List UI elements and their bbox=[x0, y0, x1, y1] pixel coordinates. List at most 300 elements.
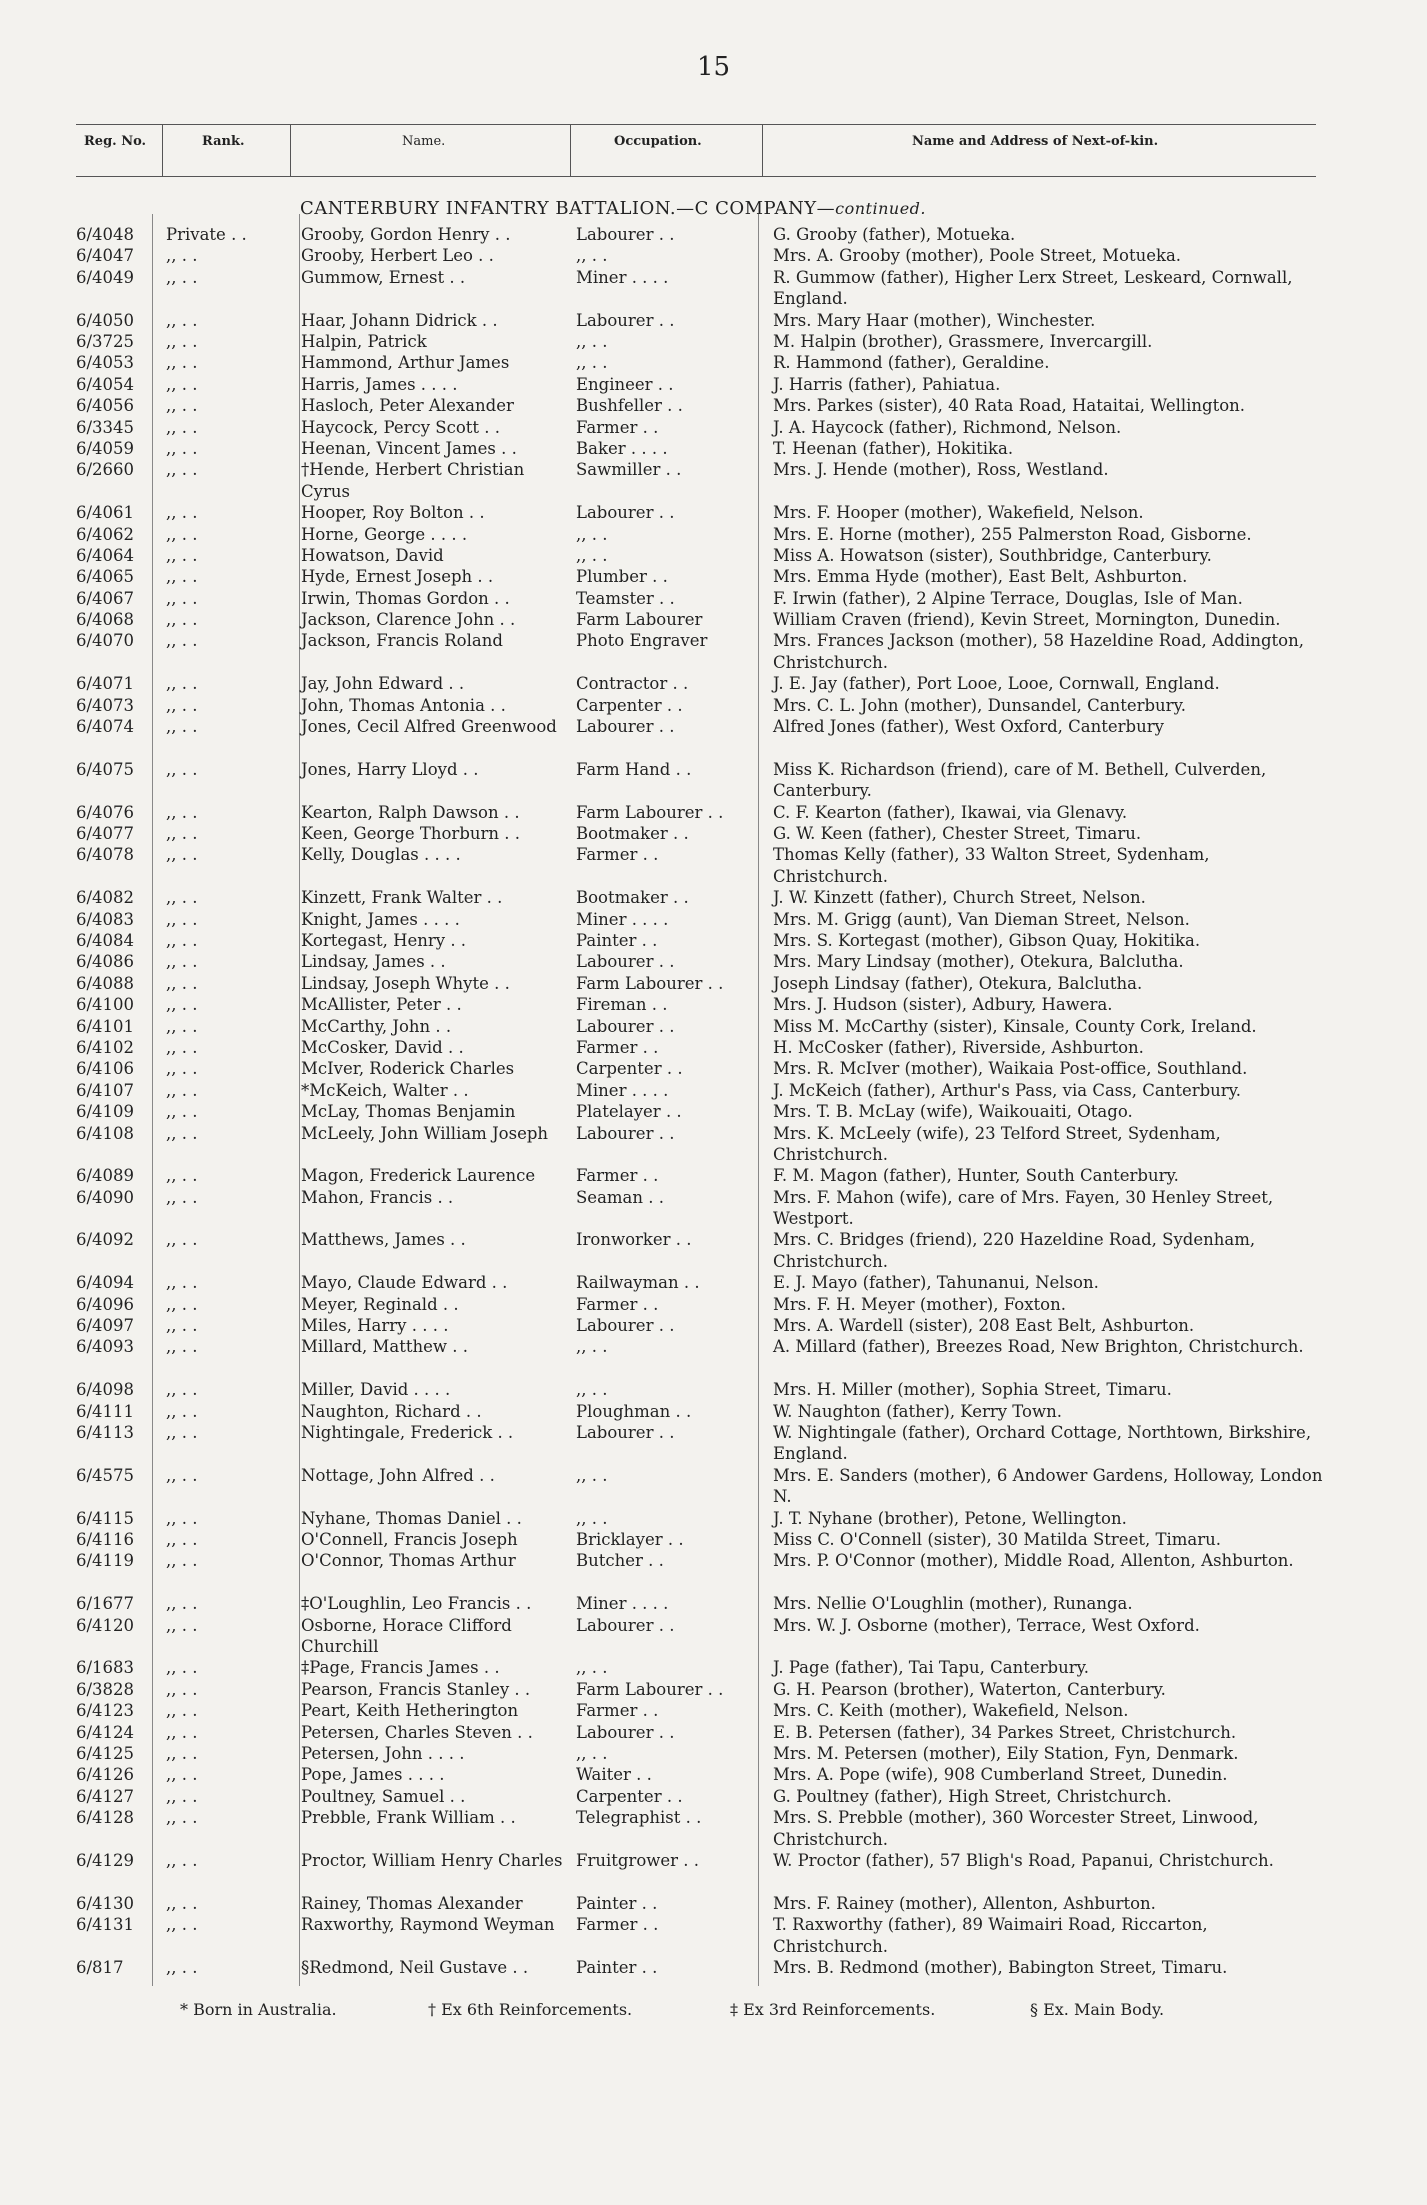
rank-cell: ,, . . bbox=[166, 460, 198, 480]
rank-cell: ,, . . bbox=[166, 1037, 198, 1057]
soldier-name-cell: John, Thomas Antonia . . bbox=[301, 695, 506, 715]
soldier-name-cell: McLeely, John William Joseph bbox=[301, 1123, 549, 1143]
reg-number-cell: 6/3345 bbox=[76, 417, 135, 437]
occupation-cell: Miner . . . . bbox=[576, 1594, 669, 1614]
reg-number-cell: 6/4126 bbox=[76, 1765, 135, 1785]
next-of-kin-cell: Mrs. T. B. McLay (wife), Waikouaiti, Otago. bbox=[773, 1102, 1133, 1122]
rank-cell: ,, . . bbox=[166, 610, 198, 630]
soldier-name-cell: ‡O'Loughlin, Leo Francis . . bbox=[301, 1594, 532, 1614]
table-row bbox=[76, 802, 1326, 823]
next-of-kin-cell: T. Heenan (father), Hokitika. bbox=[773, 438, 1014, 458]
next-of-kin-cell: Mrs. M. Grigg (aunt), Van Dieman Street, Nelson. bbox=[773, 909, 1190, 929]
rank-cell: ,, . . bbox=[166, 1893, 198, 1913]
soldier-name-cell: Nyhane, Thomas Daniel . . bbox=[301, 1508, 522, 1528]
occupation-cell: Bricklayer . . bbox=[576, 1530, 684, 1550]
table-row bbox=[76, 1016, 1326, 1037]
occupation-cell: Labourer . . bbox=[576, 717, 675, 737]
table-row bbox=[76, 630, 1326, 673]
rank-cell: ,, . . bbox=[166, 246, 198, 266]
next-of-kin-cell: Mrs. F. H. Meyer (mother), Foxton. bbox=[773, 1294, 1066, 1314]
occupation-cell: Farmer . . bbox=[576, 1166, 659, 1186]
occupation-cell: Farmer . . bbox=[576, 417, 659, 437]
soldier-name-cell: Irwin, Thomas Gordon . . bbox=[301, 588, 510, 608]
soldier-name-cell: Peart, Keith Hetherington bbox=[301, 1701, 519, 1721]
occupation-cell: Ploughman . . bbox=[576, 1401, 692, 1421]
table-row bbox=[76, 245, 1326, 266]
table-row bbox=[76, 395, 1326, 416]
next-of-kin-cell: J. Page (father), Tai Tapu, Canterbury. bbox=[773, 1658, 1089, 1678]
occupation-cell: Railwayman . . bbox=[576, 1273, 700, 1293]
col-header-occupation: Occupation. bbox=[614, 134, 702, 149]
table-row bbox=[76, 374, 1326, 395]
col-header-kin: Name and Address of Next-of-kin. bbox=[912, 134, 1159, 149]
table-row bbox=[76, 1187, 1326, 1230]
col-header-name: Name. bbox=[402, 134, 446, 149]
soldier-name-cell: Jay, John Edward . . bbox=[301, 674, 465, 694]
soldier-name-cell: Mahon, Francis . . bbox=[301, 1187, 454, 1207]
rank-cell: ,, . . bbox=[166, 1080, 198, 1100]
occupation-cell: Engineer . . bbox=[576, 374, 674, 394]
table-row bbox=[76, 1657, 1326, 1678]
occupation-cell: Farm Labourer . . bbox=[576, 973, 724, 993]
table-row bbox=[76, 1957, 1326, 1978]
soldier-name-cell: Raxworthy, Raymond Weyman bbox=[301, 1915, 555, 1935]
next-of-kin-cell: Mrs. C. L. John (mother), Dunsandel, Canterbury. bbox=[773, 695, 1186, 715]
table-row bbox=[76, 1743, 1326, 1764]
reg-number-cell: 6/4075 bbox=[76, 759, 135, 779]
occupation-cell: Baker . . . . bbox=[576, 438, 668, 458]
rank-cell: ,, . . bbox=[166, 310, 198, 330]
soldier-name-cell: Jackson, Clarence John . . bbox=[301, 610, 516, 630]
rank-cell: ,, . . bbox=[166, 1765, 198, 1785]
table-row bbox=[76, 1165, 1326, 1186]
soldier-name-cell: Horne, George . . . . bbox=[301, 524, 468, 544]
reg-number-cell: 6/4070 bbox=[76, 631, 135, 651]
occupation-cell: Plumber . . bbox=[576, 567, 668, 587]
reg-number-cell: 6/4086 bbox=[76, 952, 135, 972]
occupation-cell: Carpenter . . bbox=[576, 695, 683, 715]
table-row bbox=[76, 909, 1326, 930]
occupation-cell: Seaman . . bbox=[576, 1187, 664, 1207]
table-row bbox=[76, 1786, 1326, 1807]
section-continued: continued. bbox=[835, 199, 927, 218]
next-of-kin-cell: Mrs. H. Miller (mother), Sophia Street, Timaru. bbox=[773, 1380, 1172, 1400]
soldier-name-cell: Hasloch, Peter Alexander bbox=[301, 396, 514, 416]
occupation-cell: Miner . . . . bbox=[576, 909, 669, 929]
occupation-cell: Carpenter . . bbox=[576, 1059, 683, 1079]
reg-number-cell: 6/4078 bbox=[76, 845, 135, 865]
occupation-cell: Farmer . . bbox=[576, 1037, 659, 1057]
next-of-kin-cell: G. W. Keen (father), Chester Street, Timaru. bbox=[773, 824, 1142, 844]
soldier-name-cell: Kearton, Ralph Dawson . . bbox=[301, 802, 520, 822]
table-row bbox=[76, 759, 1326, 802]
soldier-name-cell: Miller, David . . . . bbox=[301, 1380, 451, 1400]
reg-number-cell: 6/4108 bbox=[76, 1123, 135, 1143]
occupation-cell: Labourer . . bbox=[576, 225, 675, 244]
soldier-name-cell: Meyer, Reginald . . bbox=[301, 1294, 459, 1314]
reg-number-cell: 6/4575 bbox=[76, 1465, 135, 1485]
rank-cell: ,, . . bbox=[166, 1743, 198, 1763]
next-of-kin-cell: Mrs. Frances Jackson (mother), 58 Hazeldine Road, Addington, Christchurch. bbox=[773, 631, 1304, 672]
footnote-6th-reinforcements: † Ex 6th Reinforcements. bbox=[428, 2000, 633, 2019]
soldier-name-cell: McCosker, David . . bbox=[301, 1037, 464, 1057]
footnote-main-body: § Ex. Main Body. bbox=[1030, 2000, 1165, 2019]
soldier-name-cell: Howatson, David bbox=[301, 545, 444, 565]
next-of-kin-cell: Mrs. W. J. Osborne (mother), Terrace, West Oxford. bbox=[773, 1615, 1200, 1635]
next-of-kin-cell: William Craven (friend), Kevin Street, Mornington, Dunedin. bbox=[773, 610, 1281, 630]
rank-cell: ,, . . bbox=[166, 1380, 198, 1400]
soldier-name-cell: Knight, James . . . . bbox=[301, 909, 460, 929]
next-of-kin-cell: Miss M. McCarthy (sister), Kinsale, County Cork, Ireland. bbox=[773, 1016, 1257, 1036]
next-of-kin-cell: Mrs. J. Hende (mother), Ross, Westland. bbox=[773, 460, 1109, 480]
next-of-kin-cell: E. B. Petersen (father), 34 Parkes Street, Christchurch. bbox=[773, 1722, 1237, 1742]
reg-number-cell: 6/4088 bbox=[76, 973, 135, 993]
next-of-kin-cell: Mrs. Mary Lindsay (mother), Otekura, Balclutha. bbox=[773, 952, 1184, 972]
next-of-kin-cell: Mrs. Mary Haar (mother), Winchester. bbox=[773, 310, 1096, 330]
reg-number-cell: 6/4119 bbox=[76, 1551, 135, 1571]
occupation-cell: Farmer . . bbox=[576, 1294, 659, 1314]
table-row bbox=[76, 1336, 1326, 1379]
table-row bbox=[76, 1379, 1326, 1400]
col-header-reg: Reg. No. bbox=[84, 134, 147, 149]
next-of-kin-cell: G. Poultney (father), High Street, Christchurch. bbox=[773, 1786, 1172, 1806]
header-top-rule bbox=[76, 124, 1316, 125]
next-of-kin-cell: G. Grooby (father), Motueka. bbox=[773, 225, 1016, 244]
next-of-kin-cell: Mrs. R. McIver (mother), Waikaia Post-office, Southland. bbox=[773, 1059, 1248, 1079]
next-of-kin-cell: Mrs. E. Sanders (mother), 6 Andower Gardens, Holloway, London N. bbox=[773, 1465, 1323, 1507]
reg-number-cell: 6/4068 bbox=[76, 610, 135, 630]
next-of-kin-cell: Alfred Jones (father), West Oxford, Canterbury bbox=[773, 717, 1164, 737]
reg-number-cell: 6/4074 bbox=[76, 717, 135, 737]
rank-cell: ,, . . bbox=[166, 1850, 198, 1870]
next-of-kin-cell: Mrs. P. O'Connor (mother), Middle Road, Allenton, Ashburton. bbox=[773, 1551, 1294, 1571]
table-row bbox=[76, 1229, 1326, 1272]
reg-number-cell: 6/4128 bbox=[76, 1808, 135, 1828]
reg-number-cell: 6/4107 bbox=[76, 1080, 135, 1100]
header-divider bbox=[290, 124, 291, 176]
occupation-cell: Waiter . . bbox=[576, 1765, 652, 1785]
occupation-cell: Bushfeller . . bbox=[576, 396, 683, 416]
reg-number-cell: 6/4115 bbox=[76, 1508, 135, 1528]
occupation-cell: Fireman . . bbox=[576, 995, 668, 1015]
reg-number-cell: 6/4048 bbox=[76, 225, 135, 244]
reg-number-cell: 6/4053 bbox=[76, 353, 135, 373]
soldier-name-cell: Hammond, Arthur James bbox=[301, 353, 510, 373]
next-of-kin-cell: Mrs. C. Bridges (friend), 220 Hazeldine Road, Sydenham, Christchurch. bbox=[773, 1230, 1256, 1271]
occupation-cell: Sawmiller . . bbox=[576, 460, 682, 480]
rank-cell: ,, . . bbox=[166, 267, 198, 287]
reg-number-cell: 6/4106 bbox=[76, 1059, 135, 1079]
rank-cell: ,, . . bbox=[166, 930, 198, 950]
soldier-name-cell: ‡Page, Francis James . . bbox=[301, 1658, 500, 1678]
reg-number-cell: 6/4049 bbox=[76, 267, 135, 287]
reg-number-cell: 6/4101 bbox=[76, 1016, 135, 1036]
reg-number-cell: 6/4092 bbox=[76, 1230, 135, 1250]
reg-number-cell: 6/4123 bbox=[76, 1701, 135, 1721]
reg-number-cell: 6/4116 bbox=[76, 1530, 135, 1550]
reg-number-cell: 6/4083 bbox=[76, 909, 135, 929]
occupation-cell: Farm Hand . . bbox=[576, 759, 692, 779]
occupation-cell: Contractor . . bbox=[576, 674, 689, 694]
rank-cell: ,, . . bbox=[166, 503, 198, 523]
next-of-kin-cell: Mrs. M. Petersen (mother), Eily Station, Fyn, Denmark. bbox=[773, 1743, 1239, 1763]
reg-number-cell: 6/4084 bbox=[76, 930, 135, 950]
soldier-name-cell: Kortegast, Henry . . bbox=[301, 930, 467, 950]
table-row bbox=[76, 1722, 1326, 1743]
rank-cell: ,, . . bbox=[166, 1401, 198, 1421]
next-of-kin-cell: J. A. Haycock (father), Richmond, Nelson. bbox=[773, 417, 1122, 437]
next-of-kin-cell: Miss C. O'Connell (sister), 30 Matilda Street, Timaru. bbox=[773, 1530, 1221, 1550]
table-row bbox=[76, 1123, 1326, 1166]
next-of-kin-cell: Mrs. J. Hudson (sister), Adbury, Hawera. bbox=[773, 995, 1113, 1015]
occupation-cell: Bootmaker . . bbox=[576, 824, 689, 844]
soldier-name-cell: Petersen, John . . . . bbox=[301, 1743, 465, 1763]
reg-number-cell: 6/4054 bbox=[76, 374, 135, 394]
occupation-cell: Photo Engraver bbox=[576, 631, 708, 651]
soldier-name-cell: Lindsay, James . . bbox=[301, 952, 446, 972]
soldier-name-cell: Mayo, Claude Edward . . bbox=[301, 1273, 508, 1293]
occupation-cell: Miner . . . . bbox=[576, 267, 669, 287]
next-of-kin-cell: Thomas Kelly (father), 33 Walton Street, Sydenham, Christchurch. bbox=[773, 845, 1210, 886]
header-divider bbox=[570, 124, 571, 176]
rank-cell: ,, . . bbox=[166, 695, 198, 715]
occupation-cell: Farmer . . bbox=[576, 845, 659, 865]
table-row bbox=[76, 994, 1326, 1015]
next-of-kin-cell: Mrs. S. Prebble (mother), 360 Worcester Street, Linwood, Christchurch. bbox=[773, 1808, 1259, 1849]
next-of-kin-cell: Mrs. C. Keith (mother), Wakefield, Nelson. bbox=[773, 1701, 1129, 1721]
table-row bbox=[76, 352, 1326, 373]
reg-number-cell: 6/3828 bbox=[76, 1679, 135, 1699]
next-of-kin-cell: H. McCosker (father), Riverside, Ashburton. bbox=[773, 1037, 1144, 1057]
soldier-name-cell: Harris, James . . . . bbox=[301, 374, 458, 394]
table-row bbox=[76, 1914, 1326, 1957]
soldier-name-cell: Haar, Johann Didrick . . bbox=[301, 310, 498, 330]
rank-cell: ,, . . bbox=[166, 524, 198, 544]
occupation-cell: Platelayer . . bbox=[576, 1102, 682, 1122]
reg-number-cell: 6/2660 bbox=[76, 460, 135, 480]
reg-number-cell: 6/4062 bbox=[76, 524, 135, 544]
table-row bbox=[76, 1294, 1326, 1315]
next-of-kin-cell: F. Irwin (father), 2 Alpine Terrace, Douglas, Isle of Man. bbox=[773, 588, 1243, 608]
soldier-name-cell: Petersen, Charles Steven . . bbox=[301, 1722, 533, 1742]
table-row bbox=[76, 1529, 1326, 1550]
occupation-cell: Painter . . bbox=[576, 1957, 658, 1977]
rank-cell: ,, . . bbox=[166, 1915, 198, 1935]
next-of-kin-cell: Mrs. K. McLeely (wife), 23 Telford Street, Sydenham, Christchurch. bbox=[773, 1123, 1221, 1164]
next-of-kin-cell: T. Raxworthy (father), 89 Waimairi Road, Riccarton, Christchurch. bbox=[773, 1915, 1208, 1956]
next-of-kin-cell: A. Millard (father), Breezes Road, New Brighton, Christchurch. bbox=[773, 1337, 1304, 1357]
rank-cell: ,, . . bbox=[166, 759, 198, 779]
next-of-kin-cell: W. Nightingale (father), Orchard Cottage, Northtown, Birkshire, England. bbox=[773, 1423, 1312, 1464]
table-row bbox=[76, 1315, 1326, 1336]
table-row bbox=[76, 267, 1326, 310]
occupation-cell: ,, . . bbox=[576, 246, 608, 266]
reg-number-cell: 6/4067 bbox=[76, 588, 135, 608]
soldier-name-cell: Grooby, Gordon Henry . . bbox=[301, 225, 511, 244]
occupation-cell: Labourer . . bbox=[576, 1016, 675, 1036]
soldier-name-cell: Jackson, Francis Roland bbox=[301, 631, 503, 651]
rank-cell: ,, . . bbox=[166, 1530, 198, 1550]
rank-cell: ,, . . bbox=[166, 674, 198, 694]
occupation-cell: Carpenter . . bbox=[576, 1786, 683, 1806]
rank-cell: ,, . . bbox=[166, 1808, 198, 1828]
soldier-name-cell: Matthews, James . . bbox=[301, 1230, 466, 1250]
next-of-kin-cell: R. Hammond (father), Geraldine. bbox=[773, 353, 1050, 373]
reg-number-cell: 6/4125 bbox=[76, 1743, 135, 1763]
next-of-kin-cell: C. F. Kearton (father), Ikawai, via Glenavy. bbox=[773, 802, 1128, 822]
nominal-roll-table bbox=[76, 224, 1326, 1978]
reg-number-cell: 6/4073 bbox=[76, 695, 135, 715]
rank-cell: ,, . . bbox=[166, 1166, 198, 1186]
table-row bbox=[76, 973, 1326, 994]
occupation-cell: ,, . . bbox=[576, 524, 608, 544]
occupation-cell: ,, . . bbox=[576, 1743, 608, 1763]
table-row bbox=[76, 331, 1326, 352]
table-row bbox=[76, 1422, 1326, 1465]
reg-number-cell: 6/4109 bbox=[76, 1102, 135, 1122]
rank-cell: ,, . . bbox=[166, 1102, 198, 1122]
occupation-cell: ,, . . bbox=[576, 1380, 608, 1400]
rank-cell: ,, . . bbox=[166, 1337, 198, 1357]
table-row bbox=[76, 417, 1326, 438]
next-of-kin-cell: F. M. Magon (father), Hunter, South Canterbury. bbox=[773, 1166, 1179, 1186]
occupation-cell: Telegraphist . . bbox=[576, 1808, 702, 1828]
rank-cell: ,, . . bbox=[166, 802, 198, 822]
rank-cell: ,, . . bbox=[166, 1786, 198, 1806]
rank-cell: ,, . . bbox=[166, 1123, 198, 1143]
next-of-kin-cell: J. McKeich (father), Arthur's Pass, via Cass, Canterbury. bbox=[773, 1080, 1242, 1100]
soldier-name-cell: Hooper, Roy Bolton . . bbox=[301, 503, 485, 523]
reg-number-cell: 6/1683 bbox=[76, 1658, 135, 1678]
next-of-kin-cell: J. Harris (father), Pahiatua. bbox=[773, 374, 1001, 394]
soldier-name-cell: Hyde, Ernest Joseph . . bbox=[301, 567, 494, 587]
table-row bbox=[76, 609, 1326, 630]
section-title-text: CANTERBURY INFANTRY BATTALION.—C COMPANY— bbox=[300, 198, 836, 219]
table-row bbox=[76, 566, 1326, 587]
soldier-name-cell: McLay, Thomas Benjamin bbox=[301, 1102, 516, 1122]
table-row bbox=[76, 224, 1326, 245]
soldier-name-cell: Jones, Harry Lloyd . . bbox=[301, 759, 479, 779]
table-row bbox=[76, 524, 1326, 545]
rank-cell: ,, . . bbox=[166, 1658, 198, 1678]
rank-cell: ,, . . bbox=[166, 1294, 198, 1314]
table-row bbox=[76, 1615, 1326, 1658]
occupation-cell: ,, . . bbox=[576, 1658, 608, 1678]
rank-cell: ,, . . bbox=[166, 1722, 198, 1742]
soldier-name-cell: O'Connor, Thomas Arthur bbox=[301, 1551, 516, 1571]
next-of-kin-cell: Miss K. Richardson (friend), care of M. Bethell, Culverden, Canterbury. bbox=[773, 759, 1267, 801]
soldier-name-cell: Lindsay, Joseph Whyte . . bbox=[301, 973, 510, 993]
occupation-cell: Farmer . . bbox=[576, 1915, 659, 1935]
reg-number-cell: 6/4071 bbox=[76, 674, 135, 694]
soldier-name-cell: Millard, Matthew . . bbox=[301, 1337, 468, 1357]
next-of-kin-cell: J. T. Nyhane (brother), Petone, Wellington. bbox=[773, 1508, 1127, 1528]
occupation-cell: Painter . . bbox=[576, 930, 658, 950]
rank-cell: ,, . . bbox=[166, 1551, 198, 1571]
reg-number-cell: 6/1677 bbox=[76, 1594, 135, 1614]
occupation-cell: Labourer . . bbox=[576, 1722, 675, 1742]
occupation-cell: ,, . . bbox=[576, 1508, 608, 1528]
rank-cell: ,, . . bbox=[166, 973, 198, 993]
rank-cell: ,, . . bbox=[166, 1701, 198, 1721]
next-of-kin-cell: J. E. Jay (father), Port Looe, Looe, Cornwall, England. bbox=[773, 674, 1220, 694]
next-of-kin-cell: Mrs. Parkes (sister), 40 Rata Road, Hataitai, Wellington. bbox=[773, 396, 1246, 416]
table-row bbox=[76, 438, 1326, 459]
table-row bbox=[76, 823, 1326, 844]
reg-number-cell: 6/4059 bbox=[76, 438, 135, 458]
table-row bbox=[76, 951, 1326, 972]
occupation-cell: Painter . . bbox=[576, 1893, 658, 1913]
header-divider bbox=[162, 124, 163, 176]
occupation-cell: Teamster . . bbox=[576, 588, 675, 608]
rank-cell: ,, . . bbox=[166, 1508, 198, 1528]
table-row bbox=[76, 930, 1326, 951]
table-row bbox=[76, 459, 1326, 502]
reg-number-cell: 6/4050 bbox=[76, 310, 135, 330]
next-of-kin-cell: Mrs. F. Hooper (mother), Wakefield, Nelson. bbox=[773, 503, 1144, 523]
reg-number-cell: 6/4089 bbox=[76, 1166, 135, 1186]
next-of-kin-cell: W. Naughton (father), Kerry Town. bbox=[773, 1401, 1062, 1421]
table-row bbox=[76, 1893, 1326, 1914]
occupation-cell: Labourer . . bbox=[576, 1316, 675, 1336]
table-row bbox=[76, 545, 1326, 566]
table-row bbox=[76, 1080, 1326, 1101]
occupation-cell: Labourer . . bbox=[576, 503, 675, 523]
table-row bbox=[76, 1508, 1326, 1529]
soldier-name-cell: Grooby, Herbert Leo . . bbox=[301, 246, 494, 266]
table-row bbox=[76, 588, 1326, 609]
occupation-cell: Ironworker . . bbox=[576, 1230, 692, 1250]
rank-cell: ,, . . bbox=[166, 1594, 198, 1614]
reg-number-cell: 6/4127 bbox=[76, 1786, 135, 1806]
table-row bbox=[76, 1850, 1326, 1893]
next-of-kin-cell: J. W. Kinzett (father), Church Street, Nelson. bbox=[773, 888, 1146, 908]
next-of-kin-cell: Mrs. F. Mahon (wife), care of Mrs. Fayen, 30 Henley Street, Westport. bbox=[773, 1187, 1274, 1229]
col-header-rank: Rank. bbox=[202, 134, 245, 149]
occupation-cell: Farm Labourer . . bbox=[576, 1679, 724, 1699]
soldier-name-cell: Haycock, Percy Scott . . bbox=[301, 417, 500, 437]
next-of-kin-cell: M. Halpin (brother), Grassmere, Invercargill. bbox=[773, 331, 1153, 351]
rank-cell: ,, . . bbox=[166, 1423, 198, 1443]
table-row bbox=[76, 1058, 1326, 1079]
footnote-born-australia: * Born in Australia. bbox=[180, 2000, 337, 2019]
reg-number-cell: 6/4076 bbox=[76, 802, 135, 822]
occupation-cell: Labourer . . bbox=[576, 952, 675, 972]
soldier-name-cell: Nottage, John Alfred . . bbox=[301, 1465, 495, 1485]
soldier-name-cell: §Redmond, Neil Gustave . . bbox=[301, 1957, 529, 1977]
soldier-name-cell: Pearson, Francis Stanley . . bbox=[301, 1679, 531, 1699]
occupation-cell: Labourer . . bbox=[576, 1123, 675, 1143]
reg-number-cell: 6/4047 bbox=[76, 246, 135, 266]
occupation-cell: Farm Labourer bbox=[576, 610, 703, 630]
table-row bbox=[76, 310, 1326, 331]
table-row bbox=[76, 887, 1326, 908]
table-row bbox=[76, 1807, 1326, 1850]
reg-number-cell: 6/4120 bbox=[76, 1615, 135, 1635]
rank-cell: ,, . . bbox=[166, 417, 198, 437]
reg-number-cell: 6/4124 bbox=[76, 1722, 135, 1742]
next-of-kin-cell: W. Proctor (father), 57 Bligh's Road, Papanui, Christchurch. bbox=[773, 1850, 1274, 1870]
soldier-name-cell: Kelly, Douglas . . . . bbox=[301, 845, 461, 865]
occupation-cell: Labourer . . bbox=[576, 310, 675, 330]
soldier-name-cell: Nightingale, Frederick . . bbox=[301, 1423, 514, 1443]
reg-number-cell: 6/4097 bbox=[76, 1316, 135, 1336]
table-row bbox=[76, 1401, 1326, 1422]
soldier-name-cell: McCarthy, John . . bbox=[301, 1016, 452, 1036]
soldier-name-cell: Rainey, Thomas Alexander bbox=[301, 1893, 523, 1913]
rank-cell: ,, . . bbox=[166, 396, 198, 416]
rank-cell: ,, . . bbox=[166, 374, 198, 394]
